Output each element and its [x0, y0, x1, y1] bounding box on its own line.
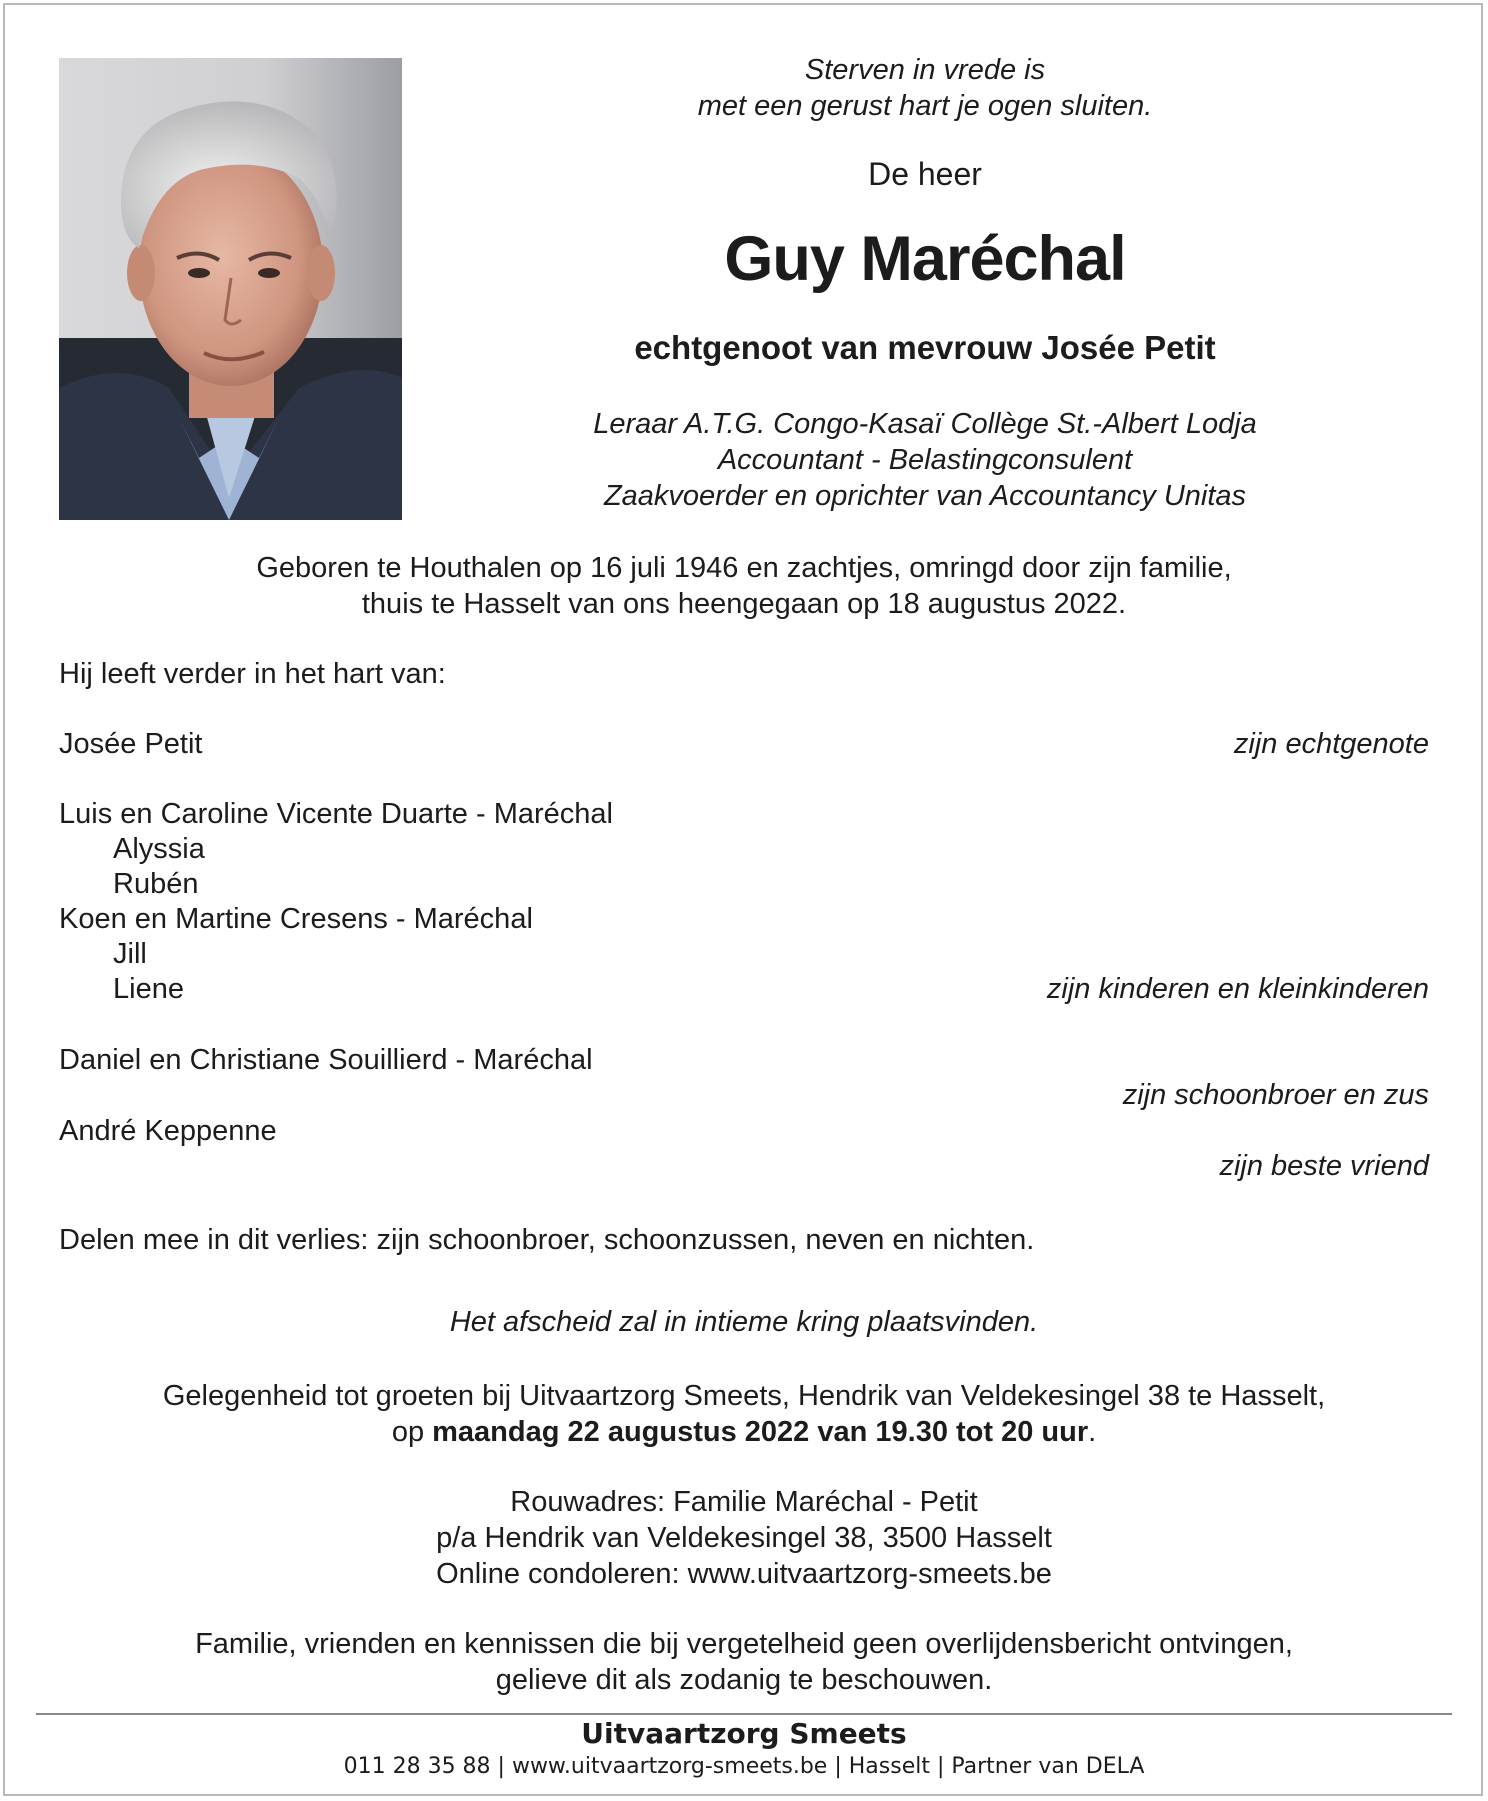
portrait-photo: [59, 58, 402, 520]
family-name: Koen en Martine Cresens - Maréchal: [59, 903, 533, 935]
visitation-date: maandag 22 augustus 2022 van 19.30 tot 20 uur: [432, 1416, 1089, 1448]
profession-line: Accountant - Belastingconsulent: [717, 444, 1133, 476]
family-name: Josée Petit: [59, 728, 203, 760]
lives-on-heading: Hij leeft verder in het hart van:: [59, 658, 446, 690]
visitation-line: Gelegenheid tot groeten bij Uitvaartzorg Smeets, Hendrik van Veldekesingel 38 te Hasselt,: [162, 1380, 1326, 1412]
address-line: Rouwadres: Familie Maréchal - Petit: [510, 1486, 978, 1518]
family-relation: zijn echtgenote: [1233, 728, 1429, 760]
footer-divider: [36, 1713, 1452, 1715]
condolence-link: Online condoleren: www.uitvaartzorg-smeets.be: [436, 1558, 1052, 1590]
quote-line: met een gerust hart je ogen sluiten.: [697, 90, 1153, 122]
family-name: André Keppenne: [59, 1115, 277, 1147]
deceased-name: Guy Maréchal: [724, 224, 1126, 294]
spouse-entry: [59, 727, 1429, 762]
notice-line: Familie, vrienden en kennissen die bij vergetelheid geen overlijdensbericht ontvingen,: [195, 1628, 1293, 1660]
family-relation: zijn kinderen en kleinkinderen: [1046, 973, 1429, 1005]
visitation-prefix: op: [391, 1416, 433, 1448]
quote-line: Sterven in vrede is: [804, 54, 1046, 86]
family-name: Daniel en Christiane Souillierd - Maréchal: [59, 1044, 593, 1076]
visitation-info: [59, 1378, 1429, 1450]
sibling-entry: [59, 1043, 1429, 1113]
birth-death-info: [59, 550, 1429, 622]
grandchild-name: Liene: [113, 973, 184, 1005]
funeral-home-name: Uitvaartzorg Smeets: [581, 1717, 907, 1750]
notice: [59, 1626, 1429, 1698]
profession-line: Leraar A.T.G. Congo-Kasaï Collège St.-Albert Lodja: [593, 408, 1257, 440]
family-relation: zijn schoonbroer en zus: [1122, 1079, 1429, 1111]
honorific: De heer: [868, 156, 982, 192]
notice-line: gelieve dit als zodanig te beschouwen.: [495, 1664, 993, 1696]
grandchild-name: Rubén: [113, 868, 199, 900]
mourning-address: [59, 1484, 1429, 1592]
visitation-date-line: [59, 1414, 1429, 1450]
address-line: p/a Hendrik van Veldekesingel 38, 3500 Hasselt: [436, 1522, 1052, 1554]
grandchild-name: Alyssia: [113, 833, 205, 865]
visitation-suffix: .: [1088, 1416, 1097, 1448]
grandchild-name: Jill: [113, 938, 147, 970]
farewell-note: Het afscheid zal in intieme kring plaatsvinden.: [449, 1306, 1039, 1338]
children-entries: [59, 797, 1429, 1007]
funeral-home-contact: 011 28 35 88 | www.uitvaartzorg-smeets.be | Hasselt | Partner van DELA: [343, 1754, 1145, 1779]
shared-loss: Delen mee in dit verlies: zijn schoonbroer, schoonzussen, neven en nichten.: [59, 1224, 1035, 1256]
professions: [520, 406, 1330, 514]
spouse-line: echtgenoot van mevrouw Josée Petit: [634, 329, 1216, 366]
family-name: Luis en Caroline Vicente Duarte - Maréchal: [59, 798, 613, 830]
quote: [520, 52, 1330, 124]
profession-line: Zaakvoerder en oprichter van Accountancy Unitas: [603, 480, 1247, 512]
death-line: thuis te Hasselt van ons heengegaan op 18 augustus 2022.: [361, 588, 1127, 620]
family-relation: zijn beste vriend: [1219, 1150, 1429, 1182]
friend-entry: [59, 1114, 1429, 1184]
birth-line: Geboren te Houthalen op 16 juli 1946 en zachtjes, omringd door zijn familie,: [256, 552, 1232, 584]
